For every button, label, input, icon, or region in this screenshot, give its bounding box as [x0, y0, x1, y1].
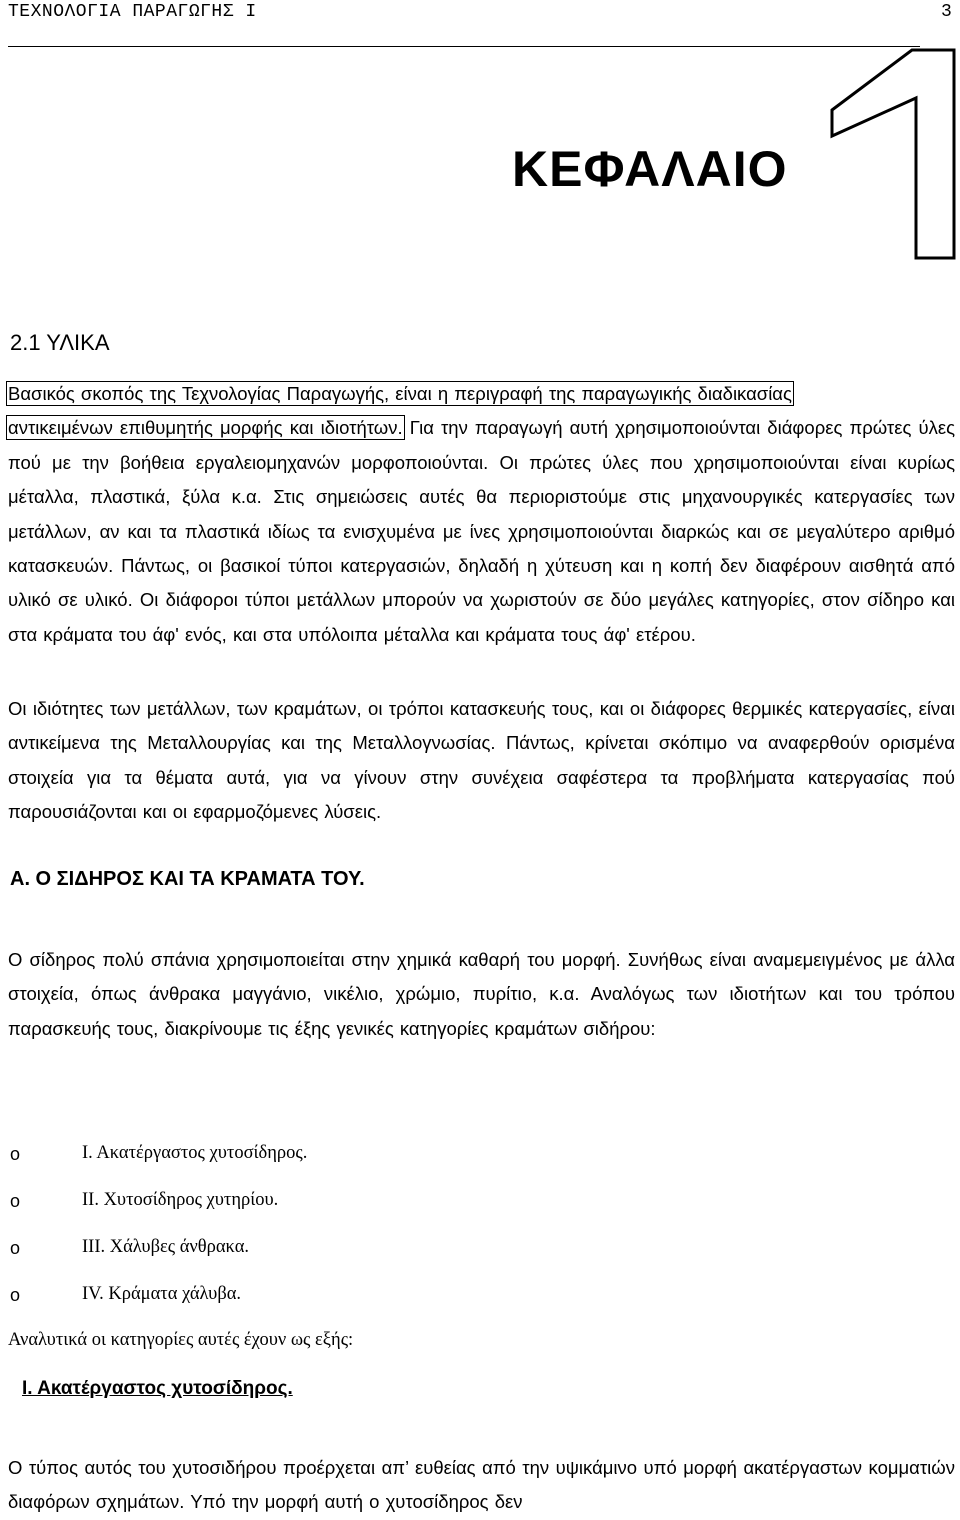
bullet-icon: o — [10, 1191, 21, 1211]
raw-cast-iron-paragraph: Ο τύπος αυτός του χυτοσιδήρου προέρχεται απ’ ευθείας από την υψικάμινο υπό μορφή ακατέργαστων κομματιών διαφόρων σχημάτων. Υπό την μορφή αυτή ο χυτοσίδηρος δεν — [8, 1457, 955, 1513]
bullet-icon: o — [10, 1238, 21, 1258]
iron-paragraph: Ο σίδηρος πολύ σπάνια χρησιμοποιείται στην χημικά καθαρή του μορφή. Συνήθως είναι αναμεμειγμένος με άλλα στοιχεία, όπως άνθρακα μαγγάνιο, νικέλιο, χρώμιο, πυρίτιο, κ.α. Αναλόγως των ιδιοτήτων και του τρόπου παρασκευής τους, διακρίνουμε τις έξης γενικές κατηγορίες κραμάτων σιδήρου: — [8, 949, 955, 1039]
bullet-icon: o — [10, 1285, 21, 1305]
page-number: 3 — [941, 2, 952, 22]
chapter-number-text: 1 — [926, 238, 931, 249]
header-divider — [8, 46, 920, 47]
intro-paragraph-rest: Για την παραγωγή αυτή χρησιμοποιούνται διάφορες πρώτες ύλες πού με την βοήθεια εργαλειομηχανών μορφοποιούνται. Οι πρώτες ύλες που χρησιμοποιούνται είναι κυρίως μέταλλα, πλαστικά, ξύλα κ.α. Στις σημειώσεις αυτές θα περιοριστούμε στις μηχανουργικές κατεργασίες των μετάλλων, αν και τα πλαστικά ιδίως τα ενισχυμένα με ίνες χρησιμοποιούνται διαρκώς και σε μεγαλύτερο αριθμό κατασκευών. Πάντως, οι βασικοί τύποι κατεργασιών, δηλαδή η χύτευση και η κοπή δεν διαφέρουν αισθητά από υλικό σε υλικό. Οι διάφοροι τύποι μετάλλων μπορούν να χωριστούν σε δύο μεγάλες κατηγορίες, στον σίδηρο και στα κράματα του άφ' ενός, και στα υπόλοιπα μέταλλα και κράματα τους άφ' ετέρου. — [8, 417, 955, 645]
section-heading: 2.1 ΥΛΙΚΑ — [10, 330, 110, 355]
bullet-icon: o — [10, 1144, 21, 1164]
boxed-definition-line-2: αντικειμένων επιθυμητής μορφής και ιδιοτήτων. — [8, 417, 403, 439]
subsection-heading-raw-cast-iron: Ι. Ακατέργαστος χυτοσίδηρος. — [22, 1378, 293, 1399]
chapter-title: ΚΕΦΑΛΑΙΟ — [512, 141, 788, 197]
boxed-definition-line-1: Βασικός σκοπός της Τεχνολογίας Παραγωγής, είναι η περιγραφή της παραγωγικής διαδικασίας — [8, 383, 792, 404]
intro-paragraph — [8, 377, 955, 652]
running-header-title: ΤΕΧΝΟΛΟΓΙΑ ΠΑΡΑΓΩΓΗΣ Ι — [8, 2, 257, 22]
chapter-number-graphic — [826, 46, 958, 262]
metallurgy-paragraph: Οι ιδιότητες των μετάλλων, των κραμάτων, οι τρόποι κατασκευής τους, και οι διάφορες θερμικές κατεργασίες, είναι αντικείμενα της Μεταλλουργίας και της Μεταλλογνωσίας. Πάντως, κρίνεται σκόπιμο να αναφερθούν ορισμένα στοιχεία για τα θέματα αυτά, για να γίνουν στην συνέχεια σαφέστερα τα προβλήματα κατεργασίας πού παρουσιάζονται και οι εφαρμοζόμενες λύσεις. — [8, 698, 955, 823]
categories-intro: Αναλυτικά οι κατηγορίες αυτές έχουν ως εξής: — [8, 1330, 354, 1350]
subsection-heading-iron: Α. Ο ΣΙΔΗΡΟΣ ΚΑΙ ΤΑ ΚΡΑΜΑΤΑ ΤΟΥ. — [10, 868, 365, 890]
